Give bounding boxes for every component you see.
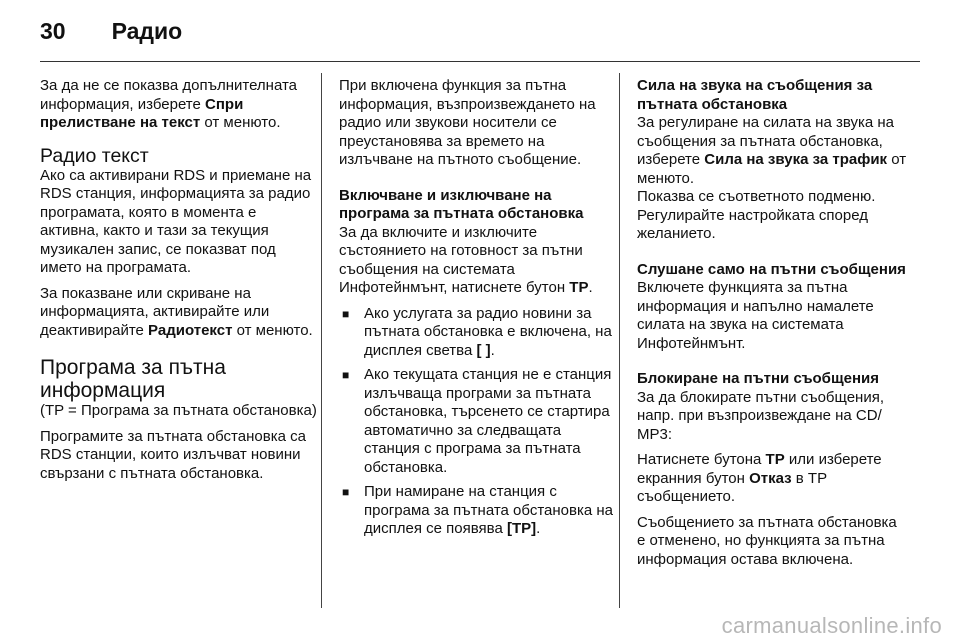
paragraph: Съобщението за пътната обстановка е отменено, но функцията за пътна информация остава включена.: [637, 513, 897, 568]
paragraph: За регулиране на силата на звука на съобщения за пътната обстановка, изберете Сила на звука за трафик от менюто.: [637, 114, 907, 187]
page-title: Радио: [111, 18, 183, 44]
heading-volume: Сила на звука на съобщения за пътната обстановка: [637, 77, 873, 113]
page-number: 30: [40, 18, 66, 44]
paragraph: Включете функцията за пътна информация и напълно намалете силата на звука на системата Инфотейнмънт.: [637, 279, 874, 352]
paragraph: (TP = Програма за пътната обстановка): [40, 402, 317, 419]
column-3: [637, 77, 907, 576]
paragraph: Програмите за пътната обстановка са RDS станции, които излъчват новини свързани с пътната обстановка.: [40, 427, 306, 482]
heading-traffic-program: Програма за пътна информация: [40, 356, 226, 402]
page-header: [40, 18, 182, 45]
column-divider-1: [321, 73, 322, 608]
list-item: ■ Ако текущата станция не е станция излъчваща програми за пътната обстановка, търсенето се стартира автоматично за следващата станция с програма за пътната обстановка.: [339, 366, 617, 477]
paragraph: Ако са активирани RDS и приемане на RDS станция, информацията за радио програмата, която в момента е активна, както и тази за текущия музикален запис, се показват под името на програмата.: [40, 166, 312, 276]
bullet-list: [339, 305, 617, 539]
heading-on-off: Включване и изключване на програма за пътната обстановка: [339, 186, 584, 222]
column-divider-2: [619, 73, 620, 608]
heading-only-traffic: Слушане само на пътни съобщения: [637, 260, 906, 278]
column-1: [40, 77, 318, 490]
header-rule: [40, 61, 920, 62]
column-2: [339, 77, 617, 545]
heading-block: Блокиране на пътни съобщения: [637, 370, 879, 387]
paragraph: При включена функция за пътна информация, възпроизвеждането на радио или звукови носители се преустановява за времето на излъчване на пътното съобщение.: [339, 77, 596, 168]
list-item: ■ Ако услугата за радио новини за пътната обстановка е включена, на дисплея светва [ ].: [339, 305, 617, 361]
watermark: carmanualsonline.info: [721, 613, 942, 638]
paragraph: За да не се показва допълнителната информация, изберете Спри прелистване на текст от менюто.: [40, 77, 297, 131]
paragraph: За показване или скриване на информацията, активирайте или деактивирайте Радиотекст от менюто.: [40, 284, 313, 339]
paragraph: Показва се съответното подменю. Регулирайте настройката според желанието.: [637, 188, 876, 242]
paragraph: За да включите и изключите състоянието на готовност за пътни съобщения на системата Инфотейнмънт, натиснете бутон TP.: [339, 223, 593, 296]
heading-radiotext: Радио текст: [40, 144, 149, 167]
paragraph: Натиснете бутона TP или изберете екранния бутон Отказ в TP съобщението.: [637, 451, 882, 505]
paragraph: За да блокирате пътни съобщения, напр. при възпроизвеждане на CD/ MP3:: [637, 388, 884, 443]
list-item: ■ При намиране на станция с програма за пътната обстановка на дисплея се появява [TP].: [339, 483, 617, 539]
